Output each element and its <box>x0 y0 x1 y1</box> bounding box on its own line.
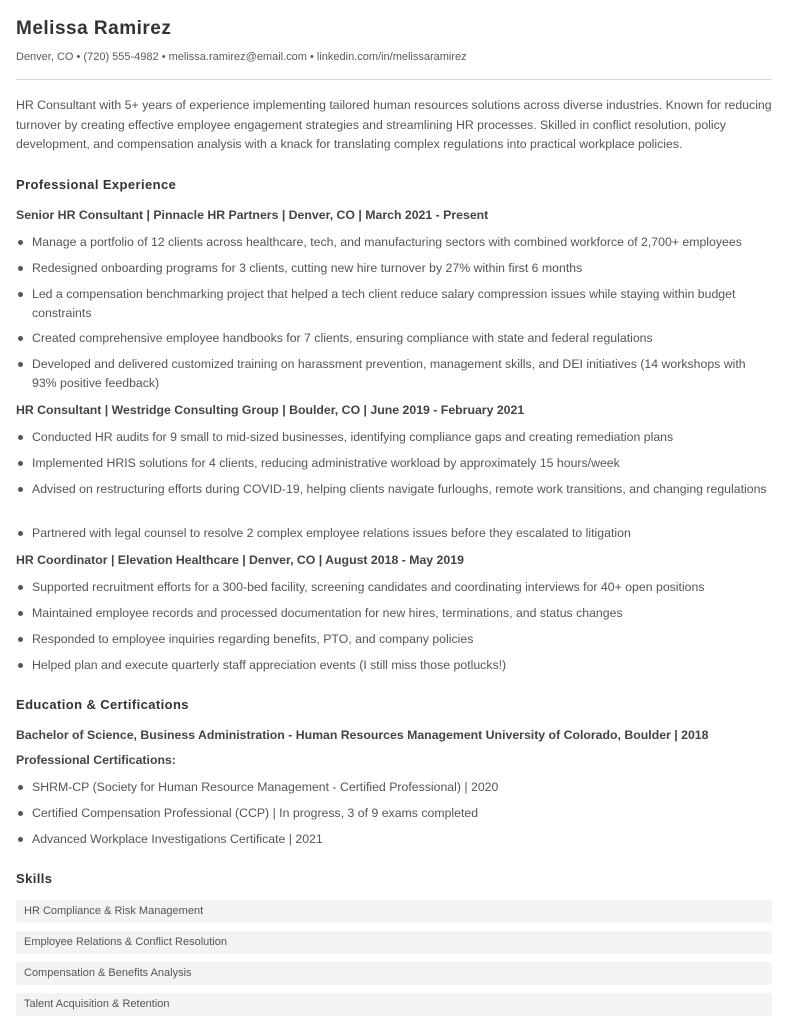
skill-tag: HR Compliance & Risk Management <box>16 900 772 923</box>
list-item: SHRM-CP (Society for Human Resource Management - Certified Professional) | 2020 <box>32 778 772 797</box>
bullet-dot <box>18 611 23 616</box>
list-item: Advanced Workplace Investigations Certificate | 2021 <box>32 830 772 849</box>
bullet-dot <box>18 336 23 341</box>
list-item: Advised on restructuring efforts during COVID-19, helping clients navigate furloughs, remote work transitions, and changing regulations <box>32 480 772 499</box>
bullet-dot <box>18 531 23 536</box>
contact-line: Denver, CO • (720) 555-4982 • melissa.ramirez@email.com • linkedin.com/in/melissaramirez <box>16 51 467 63</box>
skill-tag: Talent Acquisition & Retention <box>16 993 772 1016</box>
header-divider <box>16 79 772 80</box>
list-item: Led a compensation benchmarking project that helped a tech client reduce salary compression issues while staying within budget constraints <box>32 285 772 323</box>
list-item: Redesigned onboarding programs for 3 clients, cutting new hire turnover by 27% within first 6 months <box>32 259 772 278</box>
bullet-dot <box>18 362 23 367</box>
skill-tag: Employee Relations & Conflict Resolution <box>16 931 772 954</box>
list-item: Supported recruitment efforts for a 300-bed facility, screening candidates and coordinating interviews for 40+ open positions <box>32 578 772 597</box>
list-item: Certified Compensation Professional (CCP) | In progress, 3 of 9 exams completed <box>32 804 772 823</box>
job-title: HR Coordinator | Elevation Healthcare | Denver, CO | August 2018 - May 2019 <box>16 553 464 567</box>
list-item: Partnered with legal counsel to resolve 2 complex employee relations issues before they escalated to litigation <box>32 524 772 543</box>
list-item: Responded to employee inquiries regarding benefits, PTO, and company policies <box>32 630 772 649</box>
list-item: Manage a portfolio of 12 clients across healthcare, tech, and manufacturing sectors with combined workforce of 2,700+ employees <box>32 233 772 252</box>
bullet-dot <box>18 837 23 842</box>
bullet-dot <box>18 811 23 816</box>
list-item: Conducted HR audits for 9 small to mid-sized businesses, identifying compliance gaps and creating remediation plans <box>32 428 772 447</box>
bullet-dot <box>18 637 23 642</box>
skills-heading: Skills <box>16 871 53 886</box>
professional-summary: HR Consultant with 5+ years of experience implementing tailored human resources solutions across diverse industries. Known for reducing turnover by creating effective employee engagement strategies and streamlining HR processes. Skilled in conflict resolution, policy development, and compensation analysis with a knack for translating complex regulations into practical workplace policies. <box>16 98 772 151</box>
skill-tag: Compensation & Benefits Analysis <box>16 962 772 985</box>
list-item: Implemented HRIS solutions for 4 clients, reducing administrative workload by approximately 15 hours/week <box>32 454 772 473</box>
list-item: Maintained employee records and processed documentation for new hires, terminations, and status changes <box>32 604 772 623</box>
education-heading: Education & Certifications <box>16 697 189 712</box>
bullet-dot <box>18 240 23 245</box>
candidate-name: Melissa Ramirez <box>16 18 172 39</box>
bullet-dot <box>18 487 23 492</box>
list-item: Developed and delivered customized training on harassment prevention, management skills, and DEI initiatives (14 workshops with 93% positive feedback) <box>32 355 772 393</box>
bullet-dot <box>18 435 23 440</box>
bullet-dot <box>18 266 23 271</box>
list-item: Created comprehensive employee handbooks for 7 clients, ensuring compliance with state and federal regulations <box>32 329 772 348</box>
degree: Bachelor of Science, Business Administration - Human Resources Management University of Colorado, Boulder | 2018 <box>16 728 709 742</box>
job-title: Senior HR Consultant | Pinnacle HR Partners | Denver, CO | March 2021 - Present <box>16 208 489 222</box>
job-title: HR Consultant | Westridge Consulting Group | Boulder, CO | June 2019 - February 2021 <box>16 403 525 417</box>
bullet-dot <box>18 292 23 297</box>
certifications-heading: Professional Certifications: <box>16 753 176 767</box>
bullet-dot <box>18 663 23 668</box>
experience-heading: Professional Experience <box>16 177 177 192</box>
bullet-dot <box>18 785 23 790</box>
bullet-dot <box>18 585 23 590</box>
bullet-dot <box>18 461 23 466</box>
list-item: Helped plan and execute quarterly staff appreciation events (I still miss those potlucks!) <box>32 656 772 675</box>
